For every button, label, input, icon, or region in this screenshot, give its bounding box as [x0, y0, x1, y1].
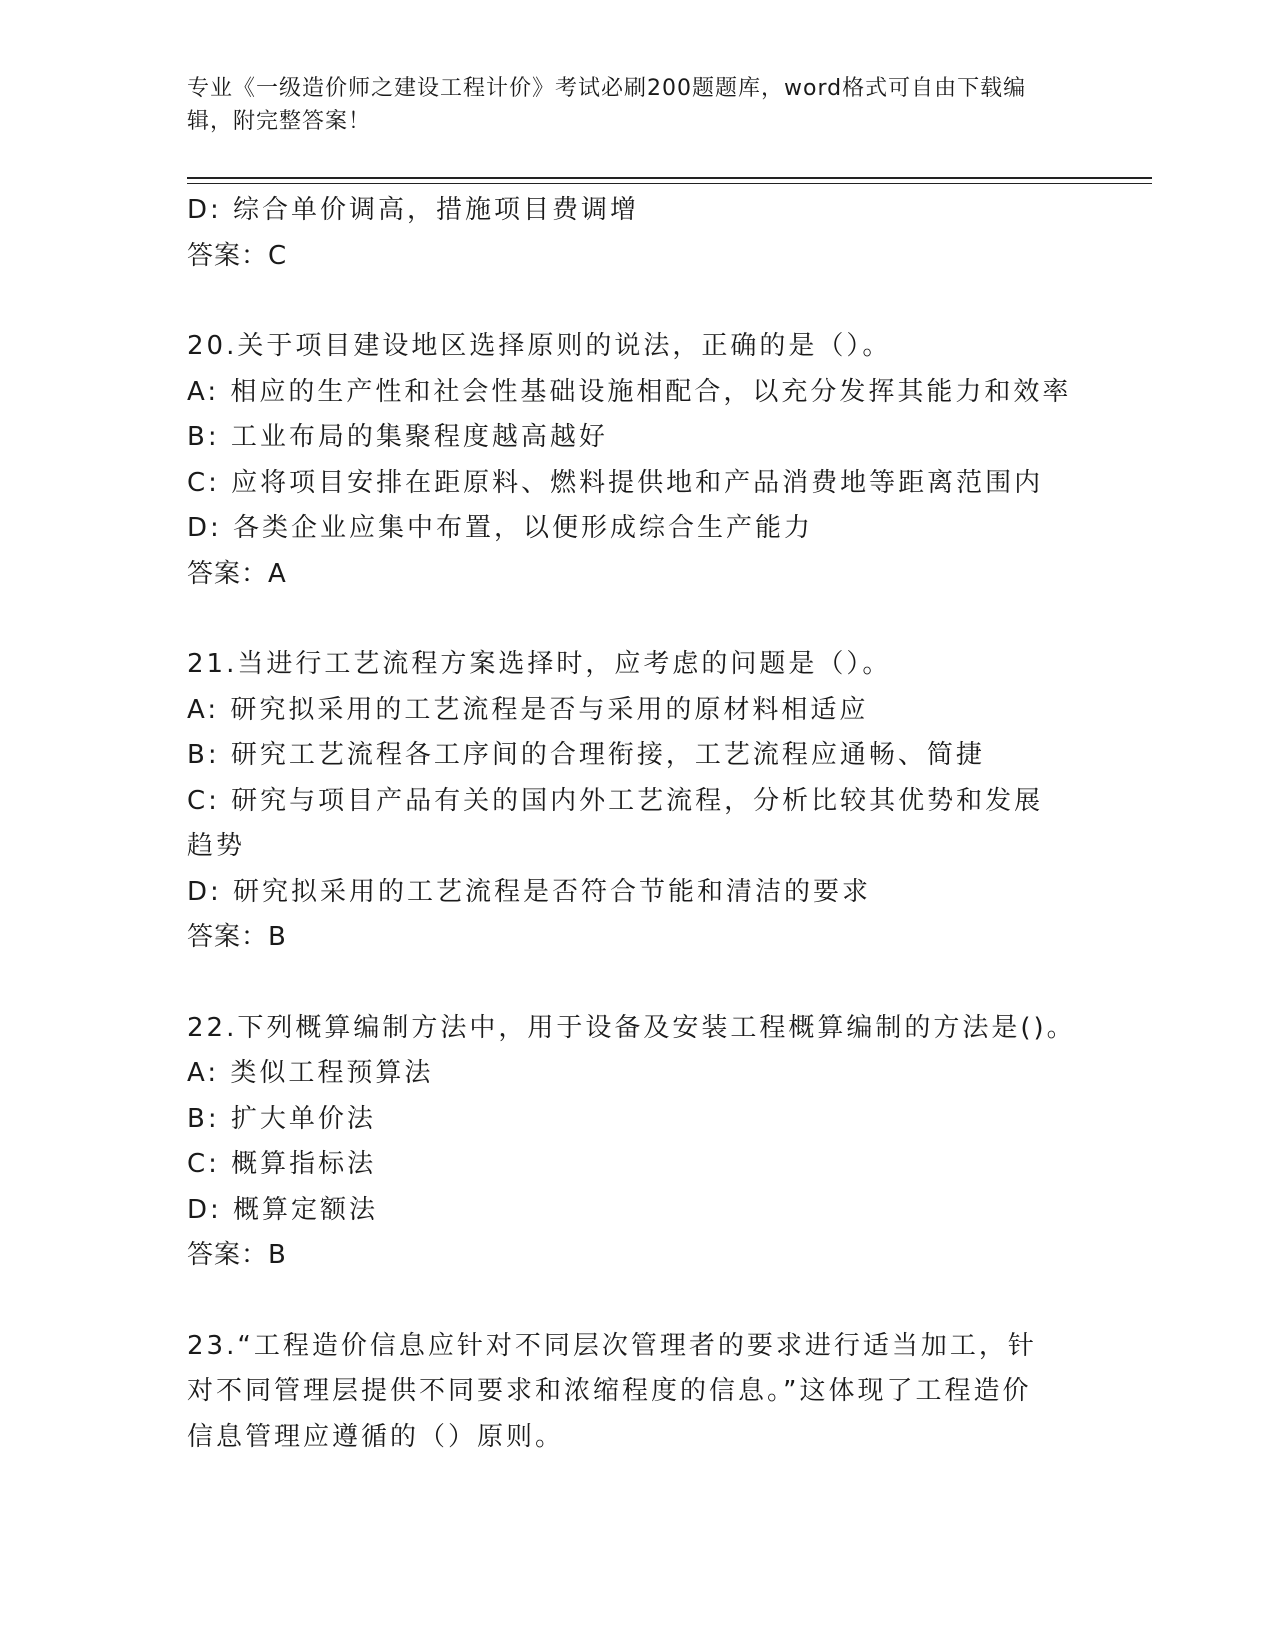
spacer: [187, 1279, 1087, 1324]
question-block-prev: [187, 188, 1087, 279]
option-d: D: 各类企业应集中布置，以便形成综合生产能力: [187, 513, 814, 543]
question-block-20: [187, 324, 1087, 597]
option-d: D: 研究拟采用的工艺流程是否符合节能和清洁的要求: [187, 876, 872, 907]
spacer: [187, 961, 1087, 1006]
question-block-22: [187, 1006, 1087, 1279]
answer: 答案：B: [187, 922, 287, 952]
option-d: D: 概算定额法: [187, 1194, 379, 1225]
page-header: 专业《一级造价师之建设工程计价》考试必刷200题题库，word格式可自由下载编辑，附完整答案！: [187, 76, 1027, 134]
question-block-23: [187, 1324, 1087, 1461]
question-stem: 22.下列概算编制方法中，用于设备及安装工程概算编制的方法是()。: [187, 1012, 1076, 1043]
spacer: [187, 597, 1087, 642]
option-c: C: 研究与项目产品有关的国内外工艺流程，分析比较其优势和发展趋势: [187, 785, 1044, 861]
option-a: A: 类似工程预算法: [187, 1058, 434, 1088]
spacer: [187, 279, 1087, 324]
question-block-21: [187, 642, 1087, 961]
question-stem: 23.“工程造价信息应针对不同层次管理者的要求进行适当加工，针对不同管理层提供不同要求和浓缩程度的信息。”这体现了工程造价信息管理应遵循的（）原则。: [187, 1330, 1037, 1452]
header-divider-thin: [187, 183, 1152, 184]
answer: 答案：B: [187, 1240, 287, 1270]
option-a: A: 相应的生产性和社会性基础设施相配合，以充分发挥其能力和效率: [187, 376, 1072, 407]
option-d: D: 综合单价调高，措施项目费调增: [187, 195, 640, 225]
option-b: B: 扩大单价法: [187, 1103, 376, 1134]
option-b: B: 工业布局的集聚程度越高越好: [187, 422, 608, 452]
option-c: C: 概算指标法: [187, 1149, 377, 1179]
question-list: [187, 188, 1087, 1460]
answer: 答案：C: [187, 240, 288, 271]
option-c: C: 应将项目安排在距原料、燃料提供地和产品消费地等距离范围内: [187, 467, 1044, 498]
option-b: B: 研究工艺流程各工序间的合理衔接，工艺流程应通畅、简捷: [187, 740, 985, 770]
header-divider-thick: [187, 177, 1152, 179]
question-stem: 21.当进行工艺流程方案选择时，应考虑的问题是（）。: [187, 649, 892, 679]
question-stem: 20.关于项目建设地区选择原则的说法，正确的是（）。: [187, 331, 892, 361]
option-a: A: 研究拟采用的工艺流程是否与采用的原材料相适应: [187, 694, 869, 725]
answer: 答案：A: [187, 558, 287, 589]
